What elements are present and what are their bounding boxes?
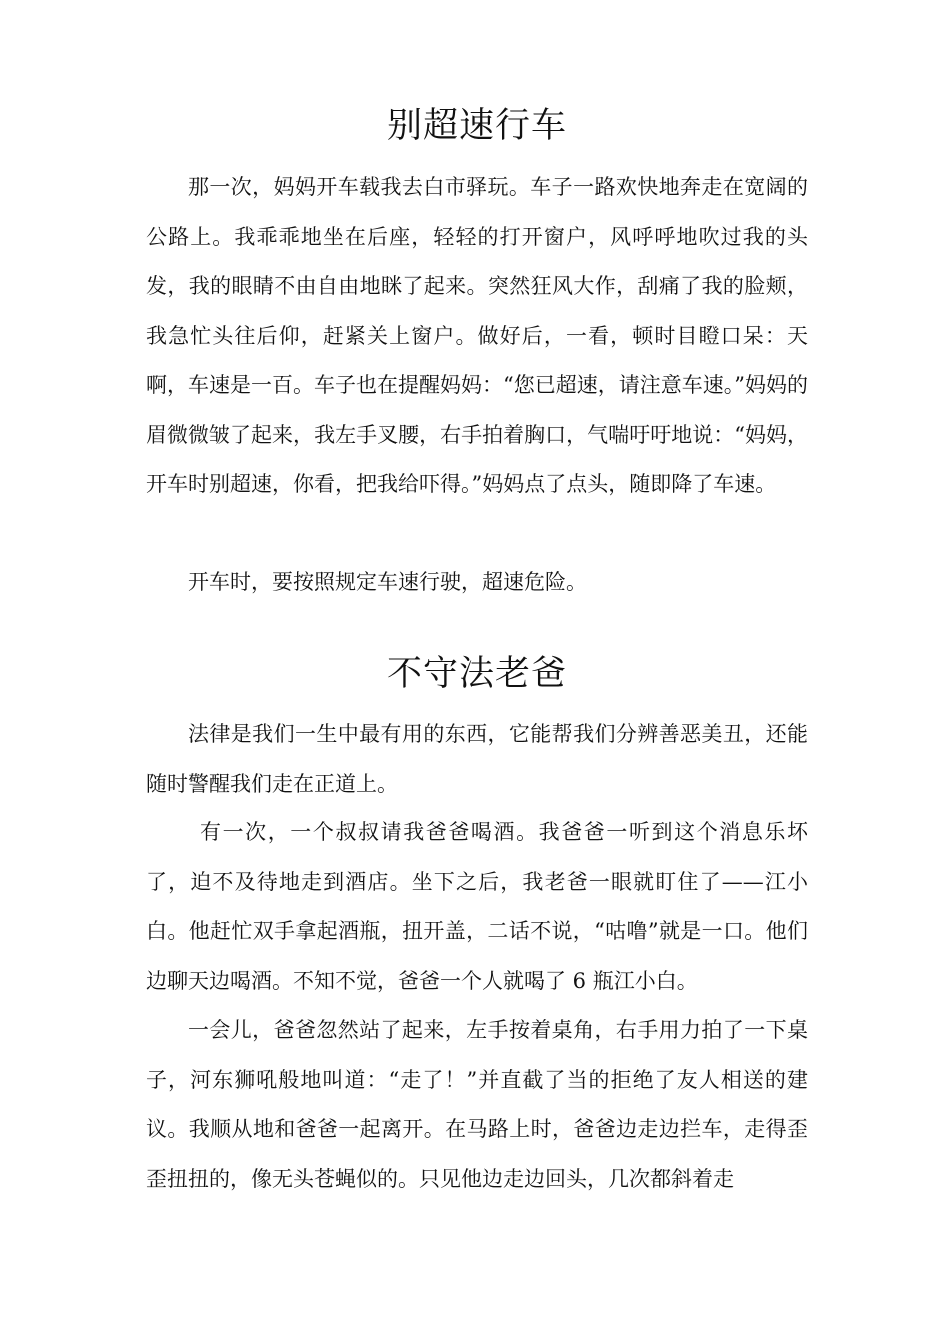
section1-paragraph-1: 那一次，妈妈开车载我去白市驿玩。车子一路欢快地奔走在宽阔的公路上。我乖乖地坐在后座，轻轻的打开窗户，风呼呼地吹过我的头发，我的眼睛不由自由地眯了起来。突然狂风大作，刮痛了我的脸颊，我急忙头往后仰，赶紧关上窗户。做好后，一看，顿时目瞪口呆：天啊，车速是一百。车子也在提醒妈妈：“您已超速，请注意车速。”妈妈的眉微微皱了起来，我左手叉腰，右手拍着胸口，气喘吁吁地说：“妈妈，开车时别超速，你看，把我给吓得。”妈妈点了点头，随即降了车速。 [146, 175, 808, 496]
section2-title: 不守法老爸 [386, 654, 567, 694]
section1-paragraph-2: 开车时，要按照规定车速行驶，超速危险。 [188, 570, 587, 594]
section2-paragraph-3: 一会儿，爸爸忽然站了起来，左手按着桌角，右手用力拍了一下桌子，河东狮吼般地叫道：“走了！”并直截了当的拒绝了友人相送的建议。我顺从地和爸爸一起离开。在马路上时，爸爸边走边拦车，走得歪歪扭扭的，像无头苍蝇似的。只见他边走边回头，几次都斜着走 [146, 1018, 808, 1191]
section1-title: 别超速行车 [386, 106, 567, 146]
section2-paragraph-1: 法律是我们一生中最有用的东西，它能帮我们分辨善恶美丑，还能随时警醒我们走在正道上。 [146, 722, 808, 796]
section2-paragraph-2: 有一次，一个叔叔请我爸爸喝酒。我爸爸一听到这个消息乐坏了，迫不及待地走到酒店。坐下之后，我老爸一眼就盯住了——江小白。他赶忙双手拿起酒瓶，扭开盖，二话不说，“咕噜”就是一口。他们边聊天边喝酒。不知不觉，爸爸一个人就喝了 6 瓶江小白。 [146, 820, 808, 993]
